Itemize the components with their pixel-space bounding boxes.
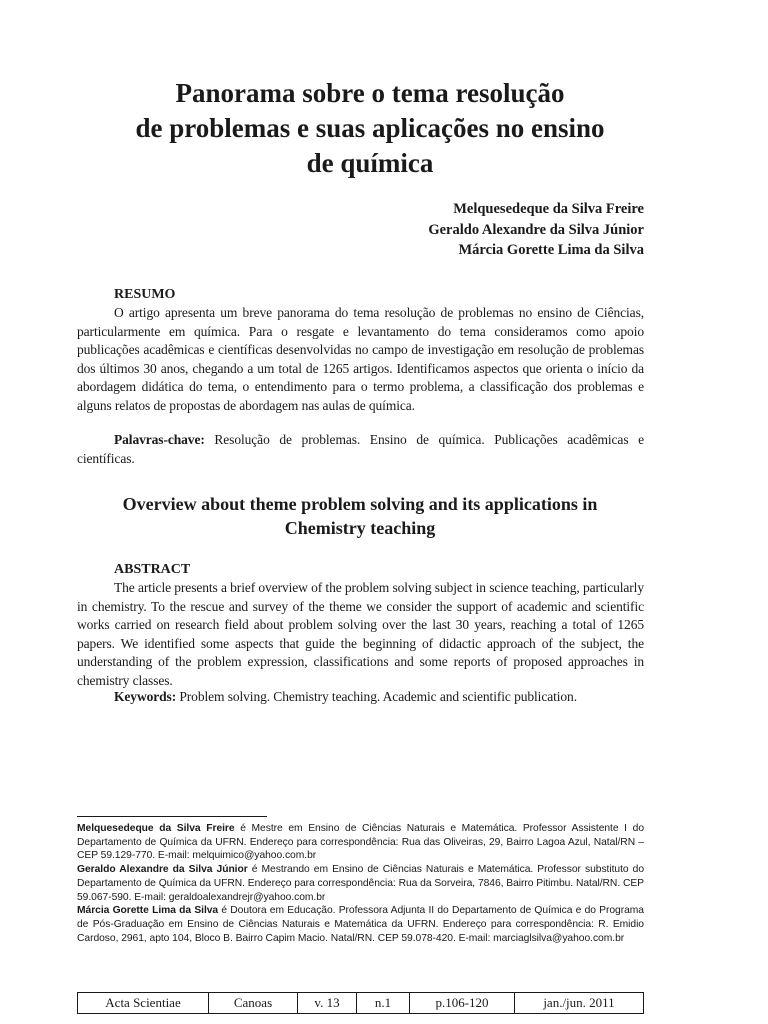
abstract-body: The article presents a brief overview of the problem solving subject in science teaching, particularly in chemistry. To the rescue and survey of the theme we consider the support of academic and scientific works carried on research field about problem solving over the last 30 years, reaching a total of 1265 papers. We identified some aspects that guide the beginning of didactic approach of the subject, the understanding of the problem expression, classifications and some reports of proposed approaches in chemistry classes. xyxy=(77,580,644,688)
title-line: Panorama sobre o tema resolução xyxy=(175,78,565,108)
abstract-keywords xyxy=(77,688,644,707)
resumo-heading: RESUMO xyxy=(114,287,176,302)
footnote-divider xyxy=(77,816,267,817)
resumo-body: O artigo apresenta um breve panorama do tema resolução de problemas no ensino de Ciências, particularmente em química. Para o resgate e levantamento do tema consideramos como apoio publicações acadêmicas e científicas desenvolvidas no campo de investigação em resolução de problemas dos últimos 30 anos, chegando a um total de 1265 artigos. Identificamos aspectos que orienta o início da abordagem didática do tema, o entendimento para o termo problema, a classificação dos problemas e alguns relatos de propostas de abordagem nas aulas de química. xyxy=(77,305,644,413)
footer-city: Canoas xyxy=(209,993,298,1013)
keywords-text: Problem solving. Chemistry teaching. Academic and scientific publication. xyxy=(179,689,577,704)
abstract-heading: ABSTRACT xyxy=(114,562,191,577)
english-title-line: Overview about theme problem solving and its applications in xyxy=(122,494,598,514)
footer-number: n.1 xyxy=(357,993,410,1013)
article-title xyxy=(60,76,680,181)
footnote xyxy=(77,863,644,904)
footnote-text: é Mestrando em Ensino de Ciências Naturais e Matemática. Professor substituto do Departamento de Química da UFRN. Endereço para correspondência: Rua da Sorveira, 7846, Bairro Pitimbu. Natal/RN. CEP 59.067-590. E-mail: geraldoalexandrejr@yahoo.com.br xyxy=(77,864,645,903)
author-name: Geraldo Alexandre da Silva Júnior xyxy=(428,221,644,238)
footnote xyxy=(77,822,644,863)
footer-pages: p.106-120 xyxy=(410,993,515,1013)
keywords-text: Resolução de problemas. Ensino de química. Publicações acadêmicas e científicas. xyxy=(77,432,645,466)
footnote-author: Melquesedeque da Silva Freire xyxy=(77,823,235,834)
footnote-text: é Doutora em Educação. Professora Adjunta II do Departamento de Química e do Programa de Pós-Graduação em Ensino de Ciências Naturais e Matemática da UFRN. Endereço para correspondência: R. Emidio Cardoso, 2961, apto 104, Bloco B. Bairro Capim Macio. Natal/RN. CEP 59.078-420. E-mail: marciaglsilva@yahoo.com.br xyxy=(77,905,644,944)
footnote-author: Márcia Gorette Lima da Silva xyxy=(77,905,219,917)
footer-volume: v. 13 xyxy=(298,993,357,1013)
english-title-line: Chemistry teaching xyxy=(284,518,436,538)
footer-journal: Acta Scientiae xyxy=(78,993,209,1013)
footnote-text: é Mestre em Ensino de Ciências Naturais e Matemática. Professor Assistente I do Departamento de Química da UFRN. Endereço para correspondência: Rua das Oliveiras, 29, Bairro Lagoa Azul, Natal/RN – CEP 59.129-770. E-mail: melquimico@yahoo.com.br xyxy=(77,823,644,862)
resumo-keywords xyxy=(77,431,644,468)
author-name: Melquesedeque da Silva Freire xyxy=(453,201,644,217)
footnote xyxy=(77,904,644,945)
title-line: de problemas e suas aplicações no ensino xyxy=(135,113,605,143)
citation-footer xyxy=(77,992,644,1014)
author-footnotes xyxy=(77,822,644,945)
author-name: Márcia Gorette Lima da Silva xyxy=(458,242,644,258)
abstract-text xyxy=(77,579,644,691)
keywords-label: Keywords: xyxy=(114,689,177,704)
keywords-label: Palavras-chave: xyxy=(114,432,205,447)
footnote-author: Geraldo Alexandre da Silva Júnior xyxy=(77,864,248,876)
author-list xyxy=(428,199,644,261)
english-title xyxy=(60,492,660,540)
title-line: de química xyxy=(306,148,434,178)
footer-date: jan./jun. 2011 xyxy=(543,995,615,1010)
resumo-text xyxy=(77,304,644,416)
